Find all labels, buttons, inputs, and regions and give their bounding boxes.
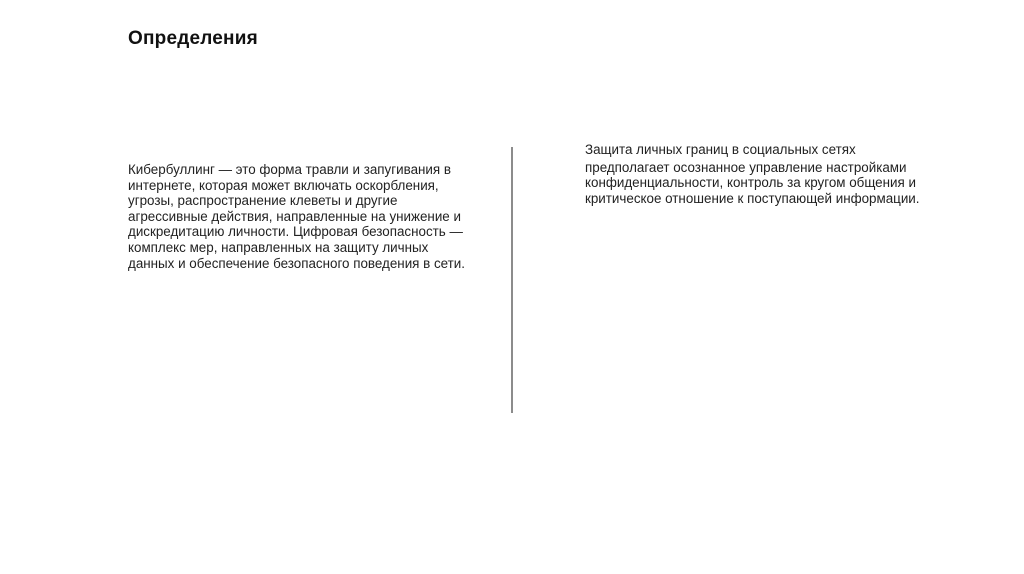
slide-title: Определения — [128, 28, 258, 49]
left-column-text: Кибербуллинг — это форма травли и запугивания в интернете, которая может включать оскорбления, угрозы, распространение клеветы и другие агрессивные действия, направленные на унижение и дискредитацию личности. Цифровая безопасность — комплекс мер, направленных на защиту личных данных и обеспечение безопасного поведения в сети. — [128, 162, 466, 271]
right-column-text: предполагает осознанное управление настройками конфиденциальности, контроль за кругом общения и критическое отношение к поступающей информации. — [585, 159, 920, 206]
column-divider — [511, 147, 513, 413]
right-column-first-line: Защита личных границ в социальных сетях — [585, 142, 856, 157]
right-column — [585, 142, 930, 206]
